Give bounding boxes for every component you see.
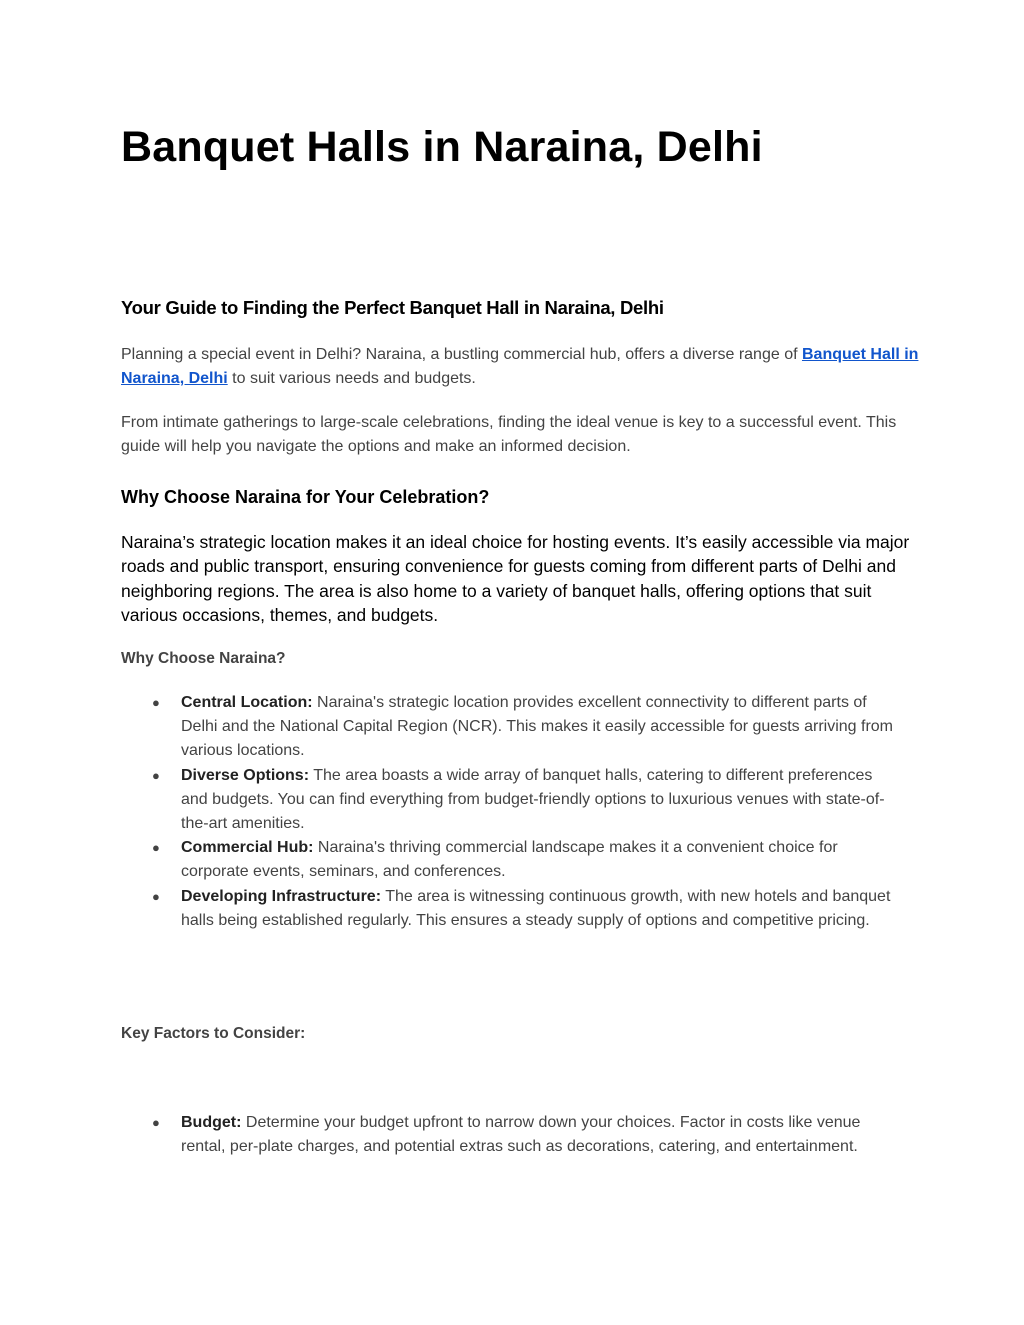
intro-paragraph <box>121 343 921 391</box>
list-item-term: Central Location: <box>181 694 313 711</box>
list-item <box>0 691 901 764</box>
banquet-hall-link[interactable]: Banquet Hall in Naraina, Delhi <box>121 346 919 387</box>
intro-second-paragraph: From intimate gatherings to large-scale celebrations, finding the ideal venue is key to a successful event. This guide will help you navigate the options and make an informed decision. <box>121 414 897 455</box>
list-item-term: Developing Infrastructure: <box>181 887 382 905</box>
intro-text-after-link: to suit various needs and budgets. <box>232 370 476 387</box>
list-item <box>0 836 901 884</box>
why-choose-list-heading: Why Choose Naraina? <box>121 650 286 667</box>
list-item-text: Determine your budget upfront to narrow down your choices. Factor in costs like venue rental, per-plate charges, and potential extras such as decorations, catering, and entertainment. <box>181 1114 861 1156</box>
list-item-term: Diverse Options: <box>181 766 310 784</box>
list-item-text: The area is witnessing continuous growth, with new hotels and banquet halls being established regularly. This ensures a steady supply of options and competitive pricing. <box>181 887 891 929</box>
list-item-text: Naraina's strategic location provides excellent connectivity to different parts of Delhi and the National Capital Region (NCR). This makes it easily accessible for guests arriving from various locations. <box>181 694 893 760</box>
list-item <box>0 764 901 837</box>
key-factors-list <box>0 1111 1024 1159</box>
list-item-text: Naraina's thriving commercial landscape makes it a convenient choice for corporate events, seminars, and conferences. <box>181 839 838 881</box>
bullet-icon: ● <box>152 695 160 710</box>
list-item <box>0 1111 901 1159</box>
bullet-icon: ● <box>152 1115 160 1130</box>
bullet-icon: ● <box>152 840 160 856</box>
bullet-icon: ● <box>152 888 160 904</box>
list-item-text: The area boasts a wide array of banquet halls, catering to different preferences and budgets. You can find everything from budget-friendly options to luxurious venues with state-of-the-art amenities. <box>181 766 885 833</box>
bullet-icon: ● <box>152 767 160 783</box>
list-item-term: Budget: <box>181 1114 242 1131</box>
guide-subtitle: Your Guide to Finding the Perfect Banquet Hall in Naraina, Delhi <box>121 297 664 318</box>
key-factors-heading: Key Factors to Consider: <box>121 1025 306 1042</box>
why-choose-list <box>0 691 1024 933</box>
why-choose-paragraph: Naraina’s strategic location makes it an ideal choice for hosting events. It’s easily accessible via major roads and public transport, ensuring convenience for guests coming from different parts of Delhi and neighboring regions. The area is also home to a variety of banquet halls, offering options that suit various occasions, themes, and budgets. <box>121 532 910 625</box>
list-item-term: Commercial Hub: <box>181 839 314 857</box>
intro-text-before-link: Planning a special event in Delhi? Naraina, a bustling commercial hub, offers a diverse range of <box>121 346 798 363</box>
page-title: Banquet Halls in Naraina, Delhi <box>121 123 763 171</box>
list-item <box>0 885 901 933</box>
why-choose-heading: Why Choose Naraina for Your Celebration? <box>121 487 490 507</box>
